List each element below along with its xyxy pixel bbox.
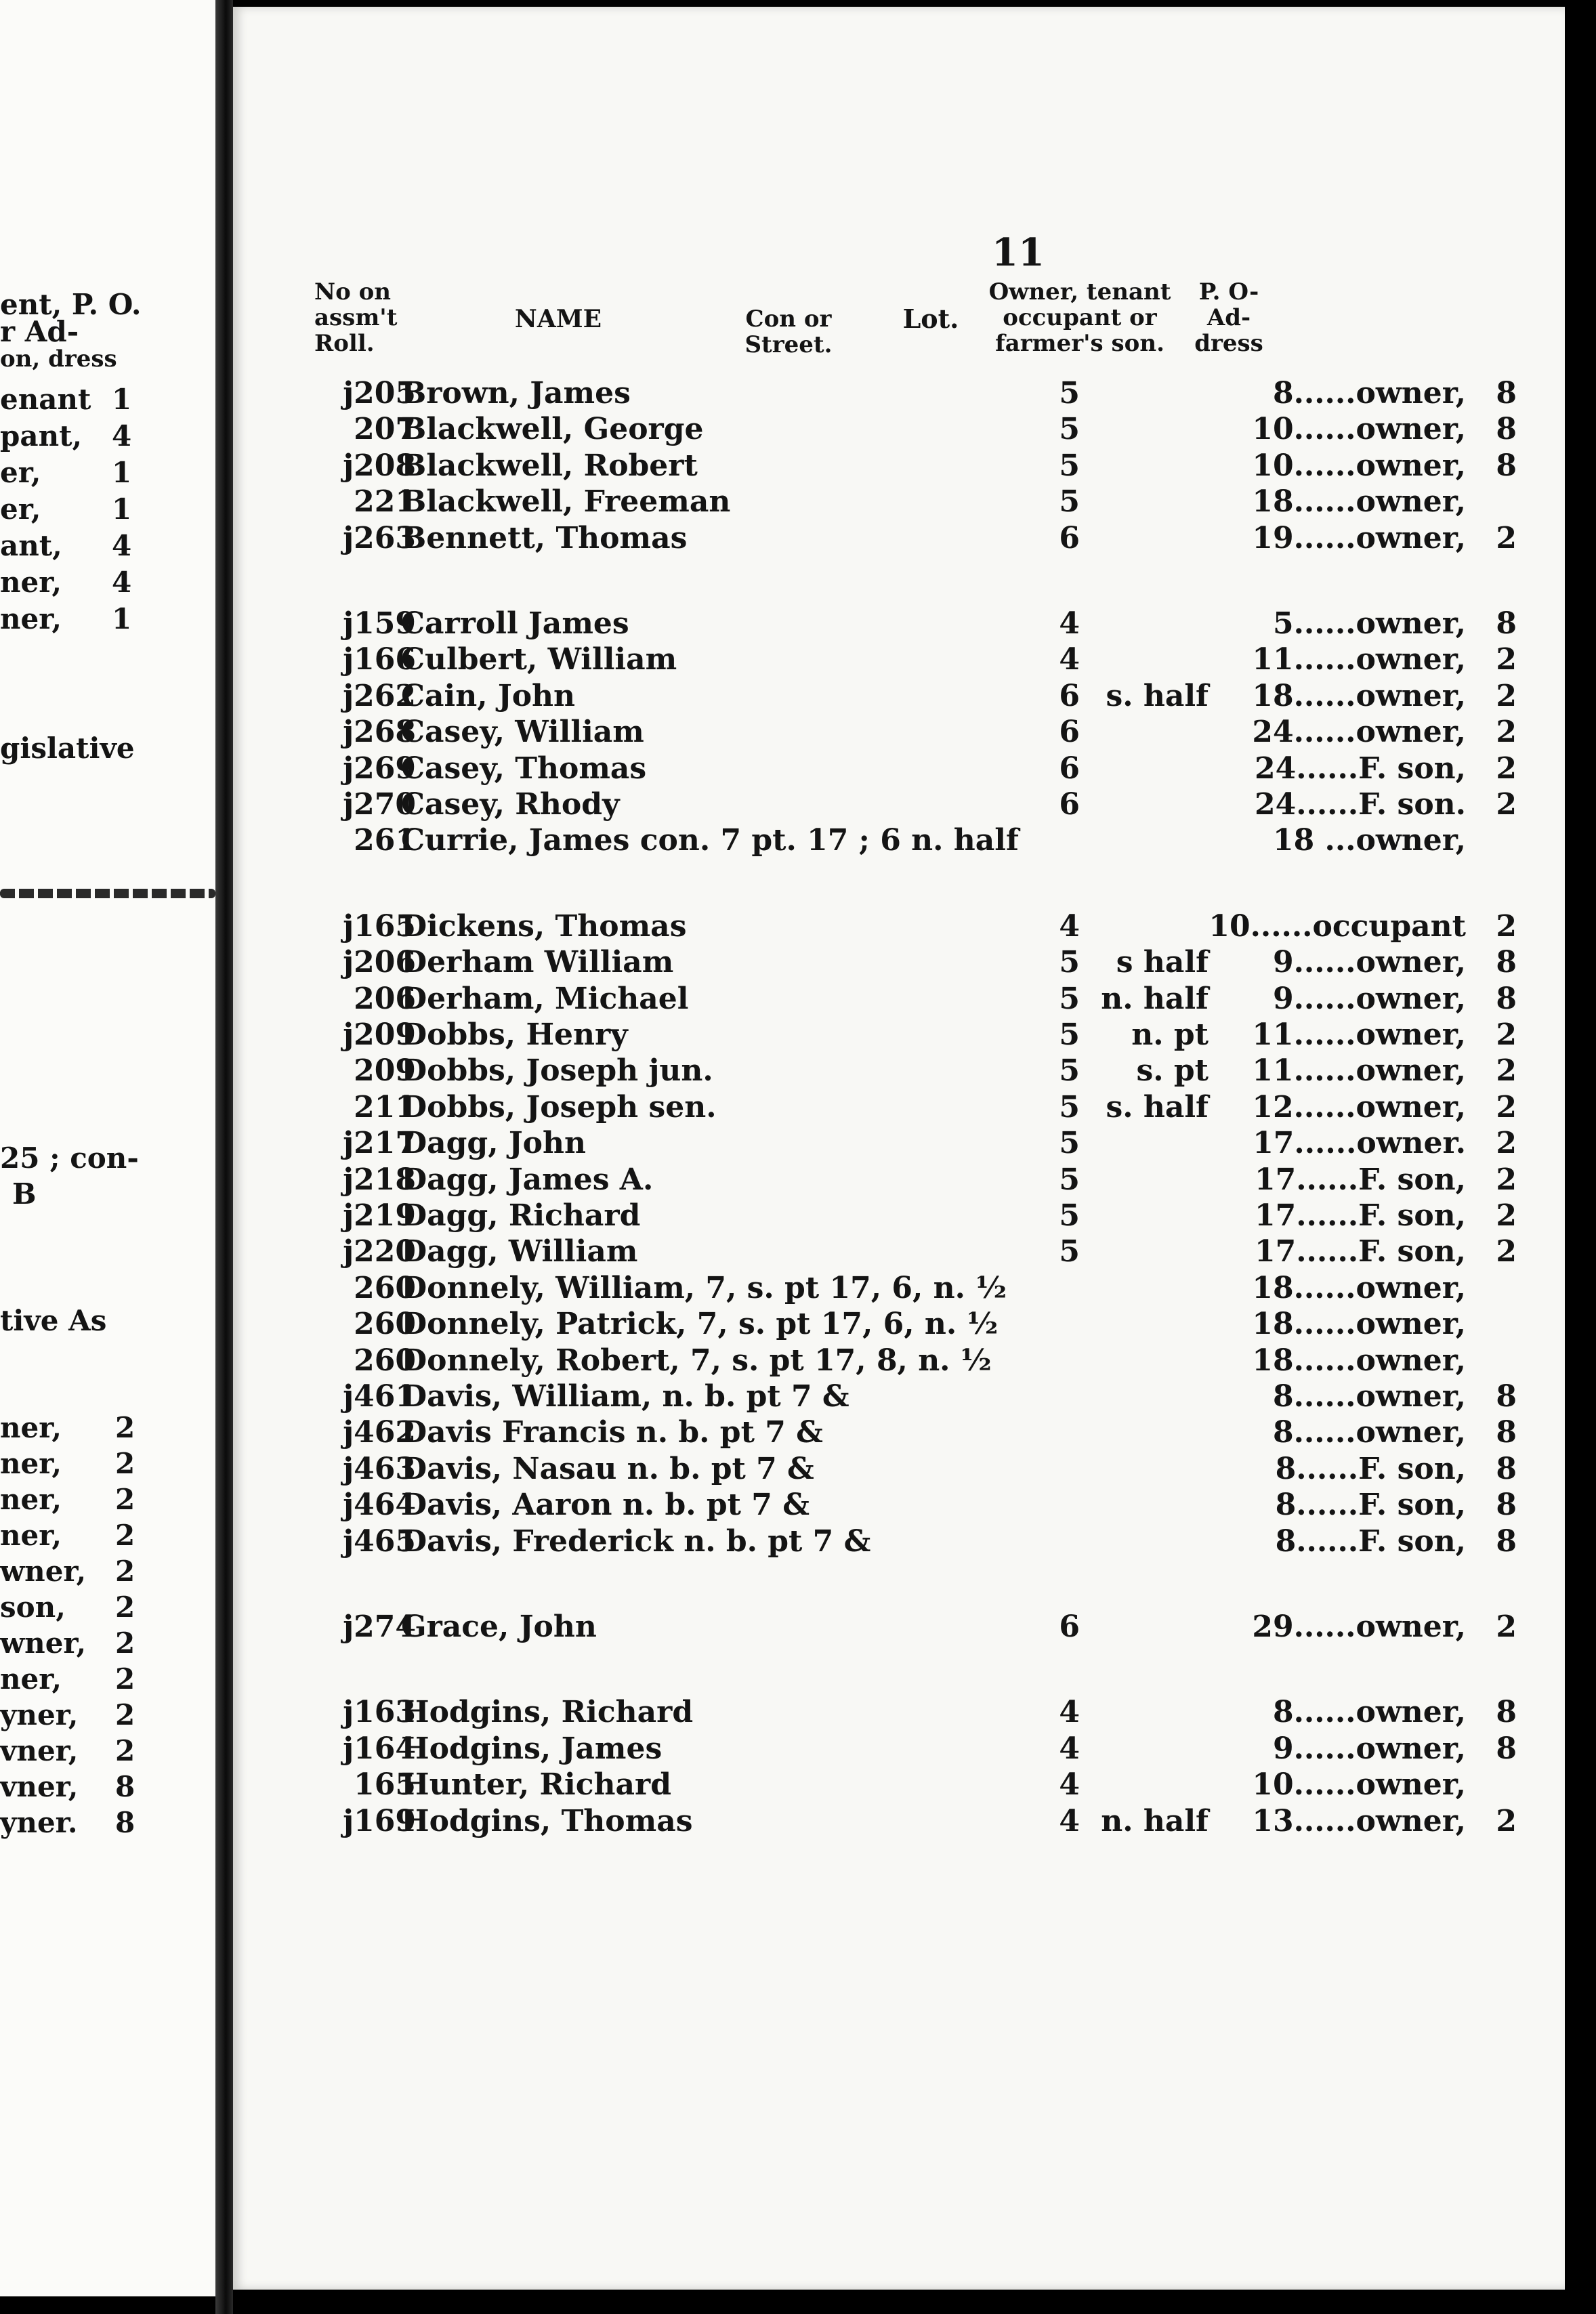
person-name: Hodgins, James	[401, 1731, 663, 1766]
lot-and-status: 11......owner,	[1252, 1017, 1466, 1052]
concession: 5	[1059, 1017, 1080, 1052]
header-lot: Lot.	[902, 303, 959, 334]
post-office-number: 2	[1496, 751, 1517, 786]
facing-row	[0, 1770, 163, 1803]
lot-and-status: 10......owner,	[1252, 412, 1466, 447]
lot-and-status: 17......owner.	[1253, 1126, 1466, 1161]
table-row	[233, 715, 1565, 749]
roll-number: 206	[354, 981, 416, 1016]
table-row	[233, 1053, 1565, 1087]
post-office-number: 2	[1496, 1198, 1517, 1233]
lot-and-status: 10......owner,	[1252, 1767, 1466, 1803]
table-row	[233, 1234, 1565, 1268]
lot-and-status: 24......owner,	[1252, 715, 1466, 750]
facing-row	[0, 1411, 163, 1444]
name-and-location: Currie, James con. 7 pt. 17 ; 6 n. half	[401, 823, 1019, 858]
post-office-number: 8	[1496, 376, 1517, 411]
lot-and-status: 8......F. son,	[1275, 1451, 1466, 1486]
facing-row-text: ner,	[0, 1447, 62, 1480]
lot-and-status: 9......owner,	[1272, 981, 1466, 1016]
table-row	[233, 1610, 1565, 1643]
post-office-number: 2	[1496, 1234, 1517, 1269]
lot-and-status: 5......owner,	[1272, 606, 1466, 641]
facing-row	[0, 1555, 163, 1588]
roll-number: j220	[343, 1234, 416, 1269]
table-row	[233, 751, 1565, 785]
roll-number: j166	[343, 642, 416, 677]
person-name: Hodgins, Richard	[401, 1695, 694, 1730]
facing-row-po: 8	[115, 1770, 135, 1803]
facing-row-po: 1	[112, 383, 132, 416]
facing-row-po: 2	[115, 1698, 135, 1731]
header-owner-line: Owner, tenant	[988, 278, 1171, 306]
post-office-number: 8	[1496, 1488, 1517, 1523]
concession: 4	[1059, 1731, 1080, 1766]
lot-and-status: 8......owner,	[1272, 1695, 1466, 1730]
post-office-number: 8	[1496, 981, 1517, 1016]
concession: 5	[1059, 1162, 1080, 1197]
table-row	[233, 1307, 1565, 1341]
post-office-number: 2	[1496, 1126, 1517, 1161]
lot-and-status: 18 ...owner,	[1272, 823, 1466, 858]
person-name: Casey, William	[401, 715, 644, 750]
header-po-line: Ad-	[1206, 304, 1251, 331]
person-name: Dobbs, Henry	[401, 1017, 628, 1052]
table-row	[233, 376, 1565, 410]
concession: 6	[1059, 715, 1080, 750]
person-name: Derham, Michael	[401, 981, 689, 1016]
concession: 5	[1059, 376, 1080, 411]
facing-row-po: 2	[115, 1591, 135, 1624]
roll-number: j206	[343, 945, 416, 980]
facing-row-text: son,	[0, 1591, 66, 1624]
concession: 5	[1059, 981, 1080, 1016]
facing-fragment: B	[12, 1177, 37, 1211]
person-name: Hunter, Richard	[401, 1767, 672, 1803]
facing-row	[0, 1806, 163, 1839]
header-po	[1181, 279, 1276, 356]
facing-row	[0, 383, 163, 416]
lot-and-status: 10......occupant	[1209, 908, 1466, 944]
person-name: Bennett, Thomas	[401, 520, 688, 555]
roll-number: j269	[343, 751, 416, 786]
roll-number: 260	[354, 1270, 416, 1305]
facing-row-text: er,	[0, 492, 41, 526]
header-name: NAME	[514, 305, 602, 333]
post-office-number: 2	[1496, 715, 1517, 750]
facing-row	[0, 1519, 163, 1552]
facing-row-text: vner,	[0, 1770, 79, 1803]
table-row	[233, 484, 1565, 518]
facing-row-po: 2	[115, 1555, 135, 1588]
lot-and-status: 9......owner,	[1272, 1731, 1466, 1766]
facing-row	[0, 492, 163, 526]
post-office-number: 8	[1496, 1451, 1517, 1486]
lot-and-status: 17......F. son,	[1254, 1234, 1466, 1269]
name-and-location: Davis, William, n. b. pt 7 &	[401, 1379, 849, 1414]
facing-row-text: vner,	[0, 1734, 79, 1767]
concession: 6	[1059, 678, 1080, 713]
lot-and-status: 12......owner,	[1252, 1089, 1466, 1124]
post-office-number: 8	[1496, 412, 1517, 447]
roll-number: j163	[343, 1695, 416, 1730]
facing-row-po: 1	[112, 456, 132, 489]
concession: 5	[1059, 1089, 1080, 1124]
roll-number: j218	[343, 1162, 416, 1197]
person-name: Carroll James	[401, 606, 629, 641]
ornamental-rule	[0, 889, 215, 898]
facing-row	[0, 1698, 163, 1731]
roll-number: j462	[343, 1415, 416, 1450]
lot-and-status: 18......owner,	[1252, 1343, 1466, 1378]
facing-row-po: 1	[112, 602, 132, 635]
facing-row	[0, 1483, 163, 1516]
name-and-location: Davis, Nasau n. b. pt 7 &	[401, 1451, 814, 1486]
table-row	[233, 679, 1565, 713]
roll-number: j164	[343, 1731, 416, 1766]
facing-row-po: 1	[112, 492, 132, 526]
facing-row-po: 2	[115, 1411, 135, 1444]
header-po-line: P. O-	[1198, 278, 1259, 306]
lot-and-status: 24......F. son,	[1254, 751, 1466, 786]
lot-and-status: 19......owner,	[1252, 520, 1466, 555]
table-row	[233, 1695, 1565, 1729]
facing-row-text: ner,	[0, 1662, 62, 1696]
post-office-number: 2	[1496, 642, 1517, 677]
facing-row	[0, 1734, 163, 1767]
page-number: 11	[992, 230, 1045, 275]
facing-row-po: 4	[112, 419, 132, 453]
facing-row-text: ner,	[0, 1411, 62, 1444]
roll-number: j270	[343, 787, 416, 822]
person-name: Cain, John	[401, 678, 576, 713]
facing-row-po: 8	[115, 1806, 135, 1839]
lot-and-status: 24......F. son.	[1254, 787, 1466, 822]
facing-row	[0, 1591, 163, 1624]
post-office-number: 8	[1496, 1731, 1517, 1766]
facing-row	[0, 1662, 163, 1696]
roll-number: j268	[343, 715, 416, 750]
table-row	[233, 1767, 1565, 1801]
roll-number: 211	[354, 1089, 416, 1124]
concession: 4	[1059, 1695, 1080, 1730]
facing-row-text: ner,	[0, 1519, 62, 1552]
person-name: Grace, John	[401, 1610, 597, 1644]
lot-and-status: 11......owner,	[1252, 642, 1466, 677]
lot-part: n. half	[1101, 1803, 1209, 1838]
roll-number: j217	[343, 1126, 416, 1161]
lot-part: n. half	[1101, 981, 1209, 1016]
name-and-location: Donnely, Robert, 7, s. pt 17, 8, n. ½	[401, 1343, 992, 1378]
person-name: Dagg, James A.	[401, 1162, 654, 1197]
lot-part: s. half	[1106, 1089, 1209, 1124]
name-and-location: Donnely, Patrick, 7, s. pt 17, 6, n. ½	[401, 1307, 999, 1342]
table-row	[233, 1452, 1565, 1486]
lot-part: s. half	[1106, 678, 1209, 713]
post-office-number: 2	[1496, 1162, 1517, 1197]
table-row	[233, 1271, 1565, 1305]
table-row	[233, 1090, 1565, 1124]
facing-row-po: 2	[115, 1734, 135, 1767]
concession: 4	[1059, 1767, 1080, 1803]
facing-row	[0, 1447, 163, 1480]
roll-number: j263	[343, 520, 416, 555]
roll-number: j209	[343, 1017, 416, 1052]
post-office-number: 2	[1496, 1610, 1517, 1644]
lot-and-status: 29......owner,	[1252, 1610, 1466, 1644]
roll-number: 207	[354, 412, 416, 447]
roll-number: 209	[354, 1053, 416, 1089]
lot-and-status: 8......owner,	[1272, 1415, 1466, 1450]
lot-and-status: 8......F. son,	[1275, 1523, 1466, 1559]
roll-number: j461	[343, 1379, 416, 1414]
facing-fragment: tive As	[0, 1304, 107, 1337]
facing-fragment: gislative	[0, 732, 135, 765]
concession: 5	[1059, 412, 1080, 447]
lot-part: s. pt	[1136, 1053, 1209, 1089]
roll-number: 261	[354, 823, 416, 858]
lot-and-status: 11......owner,	[1252, 1053, 1466, 1089]
facing-row-text: yner,	[0, 1698, 79, 1731]
facing-row-po: 4	[112, 566, 132, 599]
facing-header-line: on, dress	[0, 345, 117, 373]
table-row	[233, 1162, 1565, 1196]
header-con-line: Con or	[745, 306, 832, 333]
facing-row-text: yner.	[0, 1806, 78, 1839]
facing-row-text: ner,	[0, 1483, 62, 1516]
lot-and-status: 13......owner,	[1252, 1803, 1466, 1838]
book-gutter	[215, 0, 233, 2314]
lot-and-status: 18......owner,	[1252, 1307, 1466, 1342]
roll-number: j464	[343, 1488, 416, 1523]
lot-and-status: 8......owner,	[1272, 1379, 1466, 1414]
table-row	[233, 1524, 1565, 1558]
facing-row-po: 2	[115, 1662, 135, 1696]
lot-and-status: 17......F. son,	[1254, 1162, 1466, 1197]
facing-row	[0, 456, 163, 489]
post-office-number: 2	[1496, 1017, 1517, 1052]
name-and-location: Donnely, William, 7, s. pt 17, 6, n. ½	[401, 1270, 1007, 1305]
concession: 4	[1059, 1803, 1080, 1838]
table-row	[233, 1731, 1565, 1765]
header-roll-line: No on	[314, 278, 391, 306]
post-office-number: 2	[1496, 520, 1517, 555]
person-name: Casey, Rhody	[401, 787, 620, 822]
table-row	[233, 909, 1565, 943]
facing-row-text: er,	[0, 456, 41, 489]
lot-and-status: 18......owner,	[1252, 1270, 1466, 1305]
roll-number: j463	[343, 1451, 416, 1486]
table-row	[233, 521, 1565, 555]
facing-row-text: ner,	[0, 602, 62, 635]
concession: 4	[1059, 642, 1080, 677]
person-name: Casey, Thomas	[401, 751, 647, 786]
facing-row	[0, 1626, 163, 1660]
facing-row-text: wner,	[0, 1555, 87, 1588]
concession: 5	[1059, 448, 1080, 483]
table-row	[233, 1017, 1565, 1051]
post-office-number: 2	[1496, 787, 1517, 822]
lot-and-status: 10......owner,	[1252, 448, 1466, 483]
table-row	[233, 1343, 1565, 1377]
header-con	[721, 306, 856, 358]
roll-number: j159	[343, 606, 416, 641]
table-row	[233, 945, 1565, 979]
table-row	[233, 982, 1565, 1015]
header-owner-line: occupant or	[1003, 304, 1157, 331]
directory-page	[233, 7, 1565, 2290]
name-and-location: Davis Francis n. b. pt 7 &	[401, 1415, 823, 1450]
facing-row-po: 2	[115, 1519, 135, 1552]
person-name: Dagg, William	[401, 1234, 638, 1269]
roll-number: j274	[343, 1610, 416, 1644]
lot-part: s half	[1116, 945, 1209, 980]
table-row	[233, 412, 1565, 446]
table-row	[233, 823, 1565, 857]
roll-number: j219	[343, 1198, 416, 1233]
facing-row-text: wner,	[0, 1626, 87, 1660]
person-name: Blackwell, George	[401, 412, 704, 447]
table-row	[233, 448, 1565, 482]
table-row	[233, 642, 1565, 676]
facing-row-text: enant	[0, 383, 91, 416]
concession: 5	[1059, 1234, 1080, 1269]
concession: 5	[1059, 1198, 1080, 1233]
table-row	[233, 1488, 1565, 1521]
post-office-number: 8	[1496, 1523, 1517, 1559]
roll-number: j165	[343, 908, 416, 944]
roll-number: j465	[343, 1523, 416, 1559]
roll-number: j262	[343, 678, 416, 713]
header-roll-line: assm't	[314, 304, 398, 331]
header-po-line: dress	[1194, 330, 1263, 357]
roll-number: j205	[343, 376, 416, 411]
post-office-number: 8	[1496, 1379, 1517, 1414]
roll-number: 221	[354, 484, 416, 520]
person-name: Brown, James	[401, 376, 631, 411]
facing-row	[0, 529, 163, 562]
roll-number: 260	[354, 1307, 416, 1342]
post-office-number: 2	[1496, 1803, 1517, 1838]
header-roll-line: Roll.	[314, 330, 375, 357]
lot-and-status: 8......F. son,	[1275, 1488, 1466, 1523]
table-row	[233, 1379, 1565, 1413]
table-row	[233, 1198, 1565, 1232]
facing-row	[0, 566, 163, 599]
table-row	[233, 606, 1565, 640]
facing-page-fragment	[0, 0, 215, 2296]
person-name: Dagg, Richard	[401, 1198, 641, 1233]
person-name: Blackwell, Robert	[401, 448, 698, 483]
concession: 5	[1059, 484, 1080, 520]
roll-number: j208	[343, 448, 416, 483]
roll-number: j169	[343, 1803, 416, 1838]
lot-and-status: 8......owner,	[1272, 376, 1466, 411]
facing-row-po: 4	[112, 529, 132, 562]
post-office-number: 8	[1496, 945, 1517, 980]
header-owner	[978, 279, 1181, 356]
post-office-number: 8	[1496, 1695, 1517, 1730]
name-and-location: Davis, Frederick n. b. pt 7 &	[401, 1523, 871, 1559]
facing-row	[0, 419, 163, 453]
roll-number: 260	[354, 1343, 416, 1378]
table-row	[233, 1804, 1565, 1838]
concession: 6	[1059, 1610, 1080, 1644]
post-office-number: 2	[1496, 1089, 1517, 1124]
concession: 4	[1059, 908, 1080, 944]
facing-row-po: 2	[115, 1483, 135, 1516]
facing-row	[0, 602, 163, 635]
person-name: Dickens, Thomas	[401, 908, 687, 944]
concession: 6	[1059, 520, 1080, 555]
table-row	[233, 1415, 1565, 1449]
concession: 6	[1059, 751, 1080, 786]
lot-and-status: 9......owner,	[1272, 945, 1466, 980]
post-office-number: 8	[1496, 448, 1517, 483]
person-name: Derham William	[401, 945, 674, 980]
lot-and-status: 18......owner,	[1252, 678, 1466, 713]
facing-row-po: 2	[115, 1626, 135, 1660]
facing-row-text: ner,	[0, 566, 62, 599]
header-owner-line: farmer's son.	[995, 330, 1164, 357]
concession: 5	[1059, 1053, 1080, 1089]
person-name: Dagg, John	[401, 1126, 586, 1161]
lot-and-status: 17......F. son,	[1254, 1198, 1466, 1233]
concession: 5	[1059, 945, 1080, 980]
concession: 5	[1059, 1126, 1080, 1161]
table-row	[233, 787, 1565, 821]
facing-row-po: 2	[115, 1447, 135, 1480]
person-name: Hodgins, Thomas	[401, 1803, 693, 1838]
table-row	[233, 1126, 1565, 1160]
roll-number: 165	[354, 1767, 416, 1803]
person-name: Blackwell, Freeman	[401, 484, 731, 520]
header-roll	[314, 279, 402, 356]
concession: 6	[1059, 787, 1080, 822]
header-con-line: Street.	[744, 331, 833, 358]
post-office-number: 2	[1496, 678, 1517, 713]
facing-row-text: pant,	[0, 419, 83, 453]
person-name: Dobbs, Joseph sen.	[401, 1089, 717, 1124]
lot-part: n. pt	[1131, 1017, 1209, 1052]
post-office-number: 2	[1496, 908, 1517, 944]
person-name: Dobbs, Joseph jun.	[401, 1053, 713, 1089]
person-name: Culbert, William	[401, 642, 677, 677]
facing-header-line: r Ad-	[0, 315, 79, 348]
post-office-number: 2	[1496, 1053, 1517, 1089]
post-office-number: 8	[1496, 1415, 1517, 1450]
facing-row-text: ant,	[0, 529, 62, 562]
post-office-number: 8	[1496, 606, 1517, 641]
lot-and-status: 18......owner,	[1252, 484, 1466, 520]
name-and-location: Davis, Aaron n. b. pt 7 &	[401, 1488, 810, 1523]
concession: 4	[1059, 606, 1080, 641]
facing-fragment: 25 ; con-	[0, 1141, 139, 1175]
facing-header-line: ent, P. O.	[0, 288, 142, 321]
